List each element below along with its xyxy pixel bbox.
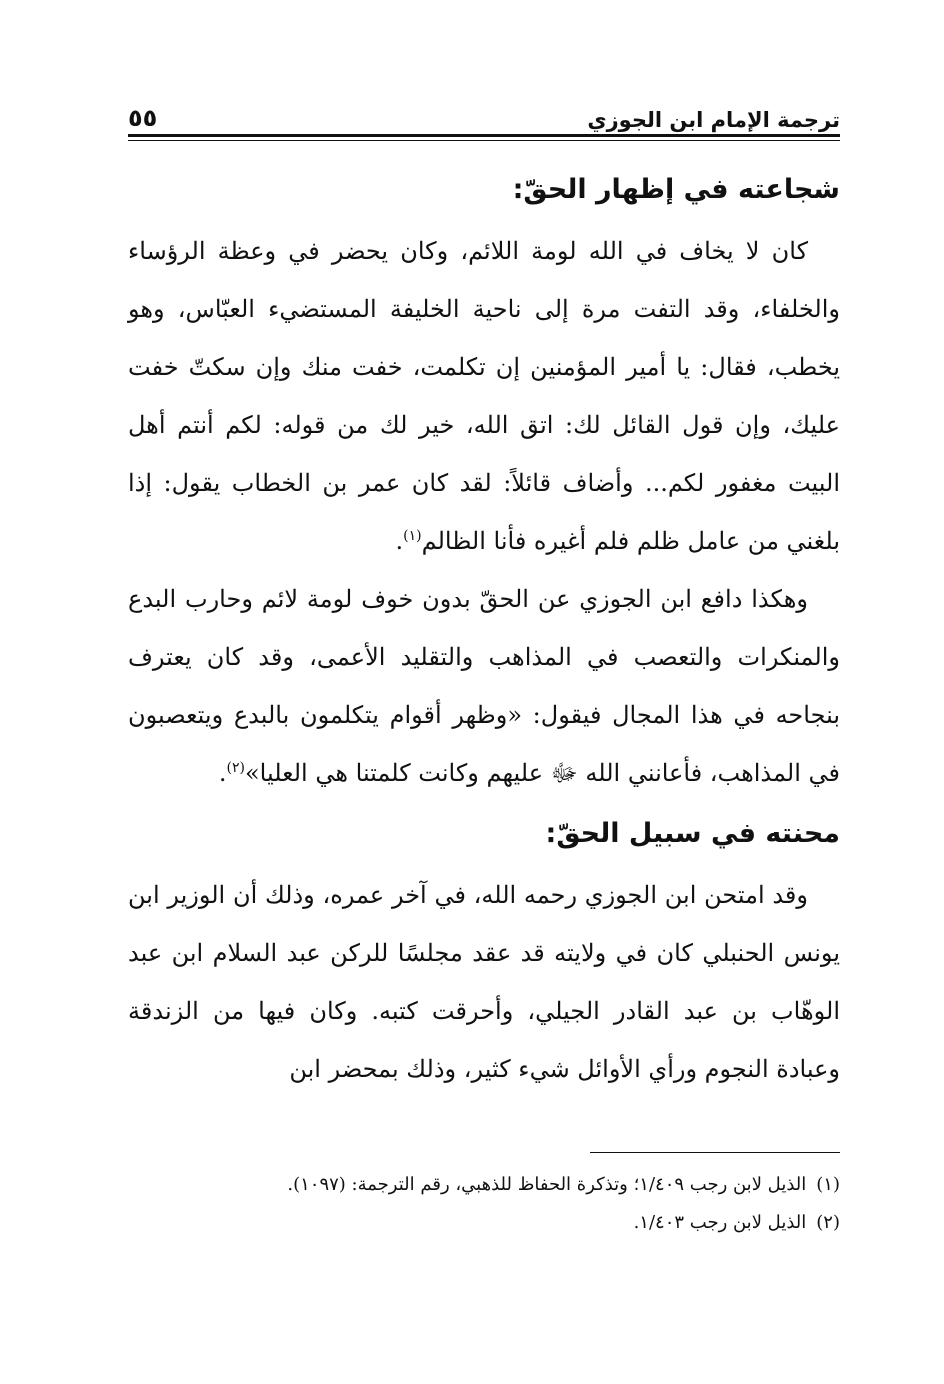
header-rule-thin <box>128 140 840 141</box>
section-heading-courage: شجاعته في إظهار الحقّ: <box>512 174 840 205</box>
footnote-text: الذيل لابن رجب ١/٤٠٣. <box>633 1212 807 1233</box>
footnote-number: (١) <box>816 1174 840 1195</box>
footnote-1 <box>128 1166 840 1204</box>
footnotes <box>128 1166 840 1242</box>
paragraph-text: كان لا يخاف في الله لومة اللائم، وكان يحضر في وعظة الرؤساء والخلفاء، وقد التفت مرة إلى ناحية الخليفة المستضيء العبّاس، وهو يخطب، فقال: يا أمير المؤمنين إن تكلمت، خفت منك وإن سكتّ خفت عليك، وإن قول القائل لك: اتق الله، خير لك من قوله: لكم أنتم أهل البيت مغفور لكم... وأضاف قائلاً: لقد كان عمر بن الخطاب يقول: إذا بلغني من عامل ظلم فلم أغيره فأنا الظالم <box>128 237 840 555</box>
header-title: ترجمة الإمام ابن الجوزي <box>587 108 840 132</box>
page-content <box>128 158 840 1098</box>
running-header <box>128 92 840 132</box>
paragraph-text: وهكذا دافع ابن الجوزي عن الحقّ بدون خوف لومة لائم وحارب البدع والمنكرات والتعصب في المذاهب والتقليد الأعمى، وقد كان يعترف بنجاحه في هذا المجال فيقول: «وظهر أقوام يتكلمون بالبدع ويتعصبون في المذاهب، فأعانني الله ﷻ عليهم وكانت كلمتنا هي العليا» <box>128 585 840 787</box>
section-heading-ordeal: محنته في سبيل الحقّ: <box>545 818 840 849</box>
footnote-text: الذيل لابن رجب ١/٤٠٩؛ وتذكرة الحفاظ للذهبي، رقم الترجمة: (١٠٩٧). <box>287 1174 807 1195</box>
footnote-separator <box>590 1152 840 1153</box>
footnote-ref-1: (١) <box>403 528 422 544</box>
paragraph-text: وقد امتحن ابن الجوزي رحمه الله، في آخر عمره، وذلك أن الوزير ابن يونس الحنبلي كان في ولايته قد عقد مجلسًا للركن عبد السلام ابن عبد الوهّاب بن عبد القادر الجيلي، وأحرقت كتبه. وكان فيها من الزندقة وعبادة النجوم ورأي الأوائل شيء كثير، وذلك بمحضر ابن <box>128 881 840 1083</box>
paragraph-courage-1 <box>128 222 840 570</box>
paragraph-end: . <box>218 759 227 787</box>
paragraph-courage-2 <box>128 570 840 802</box>
paragraph-end: . <box>395 527 404 555</box>
footnote-number: (٢) <box>816 1212 840 1233</box>
page-number: ٥٥ <box>128 104 158 132</box>
header-rule-thick <box>128 134 840 137</box>
paragraph-ordeal-1 <box>128 866 840 1098</box>
footnote-ref-2: (٢) <box>226 760 245 776</box>
footnote-2 <box>128 1204 840 1242</box>
